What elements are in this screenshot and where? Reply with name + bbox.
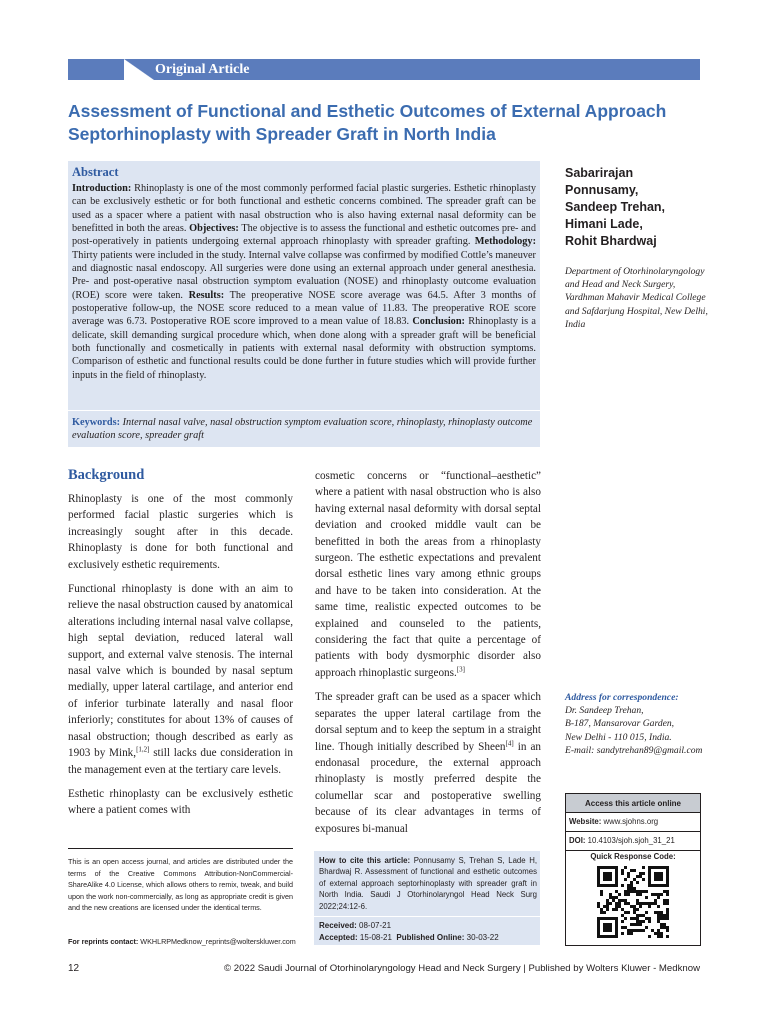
qr-label: Quick Response Code: xyxy=(590,852,676,861)
author-line: Ponnusamy, xyxy=(565,183,639,197)
keywords-text: Internal nasal valve, nasal obstruction symptom evaluation score, rhinoplasty, rhinoplasty outcome evaluation score, spreader graft xyxy=(72,417,533,442)
website-row xyxy=(565,812,701,832)
website-label: Website: xyxy=(569,817,602,826)
published-label: Published Online: xyxy=(396,932,465,942)
conclusion-text: Rhinoplasty is a delicate, skill demanding surgical procedure which, when done along with a spreader graft will be beneficial both functionally and cosmetically in patients with external nasal deformity with obstruction symptoms. Comparison of esthetic and functional results could be done further in future studies which will provide further inputs in the field of rhinoplasty. xyxy=(72,316,536,381)
received-value: 08-07-21 xyxy=(359,921,392,930)
author-list xyxy=(565,165,715,250)
reprints-contact xyxy=(68,937,308,946)
keywords-divider xyxy=(68,410,540,411)
access-heading: Access this article online xyxy=(565,793,701,813)
doi-link[interactable]: 10.4103/sjoh.sjoh_31_21 xyxy=(587,836,675,845)
keywords-label: Keywords: xyxy=(72,417,121,428)
correspondence-heading: Address for correspondence: xyxy=(565,692,679,703)
qr-code-icon[interactable] xyxy=(597,866,669,938)
website-link[interactable]: www.sjohns.org xyxy=(603,817,659,826)
abstract-heading: Abstract xyxy=(72,165,119,179)
footnote-divider xyxy=(68,848,293,849)
journal-footer: © 2022 Saudi Journal of Otorhinolaryngology Head and Neck Surgery | Published by Wolters Kluwer - Medknow xyxy=(224,963,700,974)
reprints-email[interactable]: WKHLRPMedknow_reprints@wolterskluwer.com xyxy=(140,937,296,946)
correspondence-line: New Delhi - 110 015, India. xyxy=(565,731,672,743)
correspondence-address xyxy=(565,691,715,757)
correspondence-email[interactable]: E-mail: sandytrehan89@gmail.com xyxy=(565,744,703,756)
author-line: Sabarirajan xyxy=(565,166,634,180)
license-notice: This is an open access journal, and articles are distributed under the terms of the Creative Commons Attribution-NonCommercial-ShareAlike 4.0 License, which allows others to remix, tweak, and build upon the work non-commercially, as long as appropriate credit is given and the new creations are licensed under the identical terms. xyxy=(68,857,293,913)
correspondence-line: B-187, Mansarovar Garden, xyxy=(565,718,675,730)
doi-label: DOI: xyxy=(569,836,586,845)
article-title: Assessment of Functional and Esthetic Outcomes of External Approach Septorhinoplasty with Spreader Graft in North India xyxy=(68,101,667,144)
cite-text: Ponnusamy S, Trehan S, Lade H, Bhardwaj R. Assessment of functional and esthetic outcomes of external approach septorhinoplasty with spreader graft in North India. Saudi J Otorhinolaryngol Head Neck Surg 2022;24:12-6. xyxy=(319,856,537,911)
author-line: Himani Lade, xyxy=(565,217,643,231)
objectives-label: Objectives: xyxy=(189,223,239,235)
body-column-left xyxy=(68,491,293,827)
paragraph-text: still lacks due consideration in the management even at the tertiary care levels. xyxy=(68,747,293,776)
methodology-label: Methodology: xyxy=(474,236,536,248)
objectives-text: The objective is to assess the functional and esthetic outcomes pre- and post-operatively in patients undergoing external approach rhinoplasty with spreader grafting. xyxy=(72,223,536,248)
reprints-label: For reprints contact: xyxy=(68,937,139,946)
paragraph-text: in an endonasal procedure, the external approach rhinoplasty is mostly preferred despite the columellar scar and postoperative swelling because of its clear advantages in terms of exposures bi-manual xyxy=(315,740,542,835)
paragraph-text: Functional rhinoplasty is done with an aim to relieve the nasal obstruction caused by anatomical alterations including internal nasal valve collapse, high septal deviation, reduced lateral wall support, and external valve stenosis. The internal nasal valve which is bounded by nasal septum medially, upper lateral cartilage, and anterior end of inferior turbinate laterally and nasal floor inferiorly; constitutes for about 13% of causes of nasal obstruction; though described as early as 1903 by Mink, xyxy=(68,583,293,760)
paragraph-text: The spreader graft can be used as a spacer which separates the upper lateral cartilage from the dorsal septum and to keep the septum in a straight line. Though initially described by Sheen xyxy=(315,691,541,753)
paragraph-text: cosmetic concerns or “functional–aesthetic” where a patient with nasal obstruction who is also having external nasal deformity with dorsal septal deviation and crooked middle vault can be benefitted in both the areas from a rhinoplasty surgeon. The esthetic expectations and prevalent dorsal esthetic lines vary among ethnic groups and have to be taken into consideration. At the same time, realistic expected outcomes to be explained and counseled to the patients, considering the fact that quite a percentage of patients with body dysmorphic disorder also approach rhinoplastic surgeons. xyxy=(315,470,541,679)
author-line: Sandeep Trehan, xyxy=(565,200,666,214)
keywords xyxy=(72,416,536,443)
author-line: Rohit Bhardwaj xyxy=(565,234,657,248)
published-value: 30-03-22 xyxy=(466,932,499,942)
received-label: Received: xyxy=(319,921,357,930)
accepted-date xyxy=(319,932,537,944)
accepted-value: 15-08-21 xyxy=(359,932,392,942)
received-date xyxy=(319,920,537,932)
intro-label: Introduction: xyxy=(72,183,132,194)
results-text: The preoperative NOSE score average was 64.5. After 3 months of postoperative follow-up, the NOSE score reduced to a mean value of 11.83. The preoperative ROE score average was 6.73. Postoperative ROE score improved to a mean value of 18.83. xyxy=(72,289,537,328)
body-column-right xyxy=(315,468,541,845)
page-number: 12 xyxy=(68,963,80,974)
citation-ref[interactable]: [4] xyxy=(505,738,514,747)
article-type-label: Original Article xyxy=(155,62,250,77)
conclusion-label: Conclusion: xyxy=(412,316,465,328)
doi-row xyxy=(565,831,701,851)
paragraph xyxy=(68,581,293,778)
correspondence-name: Dr. Sandeep Trehan, xyxy=(565,705,644,717)
paragraph: Esthetic rhinoplasty can be exclusively esthetic where a patient comes with xyxy=(68,787,293,817)
abstract-text xyxy=(72,182,536,382)
cite-label: How to cite this article: xyxy=(319,856,411,865)
paragraph xyxy=(315,468,541,681)
citation-ref[interactable]: [3] xyxy=(456,665,465,674)
citation-ref[interactable]: [1,2] xyxy=(136,745,150,754)
citation-divider xyxy=(314,916,540,917)
author-affiliation: Department of Otorhinolaryngology and Head and Neck Surgery, Vardhman Mahavir Medical College and Safdarjung Hospital, New Delhi, India xyxy=(565,266,708,330)
article-dates xyxy=(319,920,537,943)
intro-text: Rhinoplasty is one of the most commonly performed facial plastic surgeries. Esthetic rhinoplasty can be exclusively esthetic or for both functional and esthetic concerns combined. The spreader graft can be used as a spacer where a patient with nasal obstruction who is also having external nasal deformity can be benefitted in both the areas. xyxy=(72,183,536,235)
accepted-label: Accepted: xyxy=(319,932,358,942)
section-heading-background: Background xyxy=(68,467,145,483)
how-to-cite xyxy=(319,855,537,912)
methodology-text: Thirty patients were included in the study. Internal valve collapse was confirmed by modified Cottle’s maneuver and diagnostic nasal endoscopy. All surgeries were done using an external approach under general anesthesia. Pre- and post-operative nasal obstruction symptom evaluation (NOSE) and rhinoplasty outcome evaluation (ROE) score were taken. xyxy=(72,249,536,301)
paragraph xyxy=(315,689,541,837)
results-label: Results: xyxy=(188,289,225,301)
banner-notch xyxy=(124,59,154,80)
paragraph: Rhinoplasty is one of the most commonly performed facial plastic surgeries which is increasingly sought after in this decade. Rhinoplasty is done for both functional and exclusively esthetic requirements. xyxy=(68,493,293,571)
